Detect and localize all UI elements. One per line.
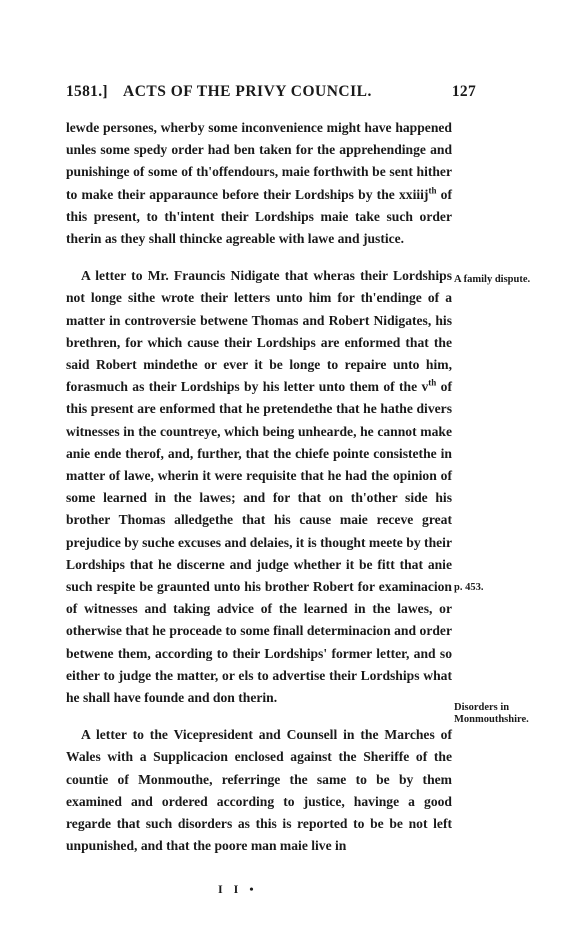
marginal-note-monmouthshire: Disorders in Monmouthshire. xyxy=(454,702,529,725)
running-head xyxy=(66,83,476,109)
header-title: ACTS OF THE PRIVY COUNCIL. xyxy=(123,83,372,100)
text-run: lewde persones, wherby some inconvenience might have happened unles some spedy order had ben taken for the apprehendinge and punishinge of some of th'offendours, maie forthwith be sent hither to make their apparaunce before their Lordships by the xxiiij xyxy=(66,120,452,202)
paragraph-continued xyxy=(66,117,452,250)
superscript: th xyxy=(428,377,437,388)
marginal-note-family-dispute: A family dispute. xyxy=(454,274,531,285)
superscript: th xyxy=(428,185,437,196)
signature-mark: I I • xyxy=(218,882,258,896)
text-run: A letter to Mr. Frauncis Nidigate that wheras their Lordships not longe sithe wrote their letters unto him for th'endinge of a matter in controversie betwene Thomas and Robert Nidigates, his brethren, for which cause their Lordships are enformed that the said Robert mindethe or ever it be longe to repaire unto him, forasmuch as their Lordships by his letter unto them of the v xyxy=(66,268,452,395)
text-run: of this present are enformed that he pretendethe that he hathe divers witnesses in the countreye, which being unhearde, he cannot make anie ende therof, and, further, that the chiefe pointe consistethe in matter of lawe, wherin it were requisite that he had the opinion of some learned in the lawes; and for that on th'other side his brother Thomas alledgethe that his cause maie receve great prejudice by suche excuses and delaies, it is thought meete by their Lordships that he discerne and judge whether it be fitt that anie such respite be graunted unto his brother Robert for examinacion of witnesses and taking advice of the learned in the lawes, or otherwise that he proceade to some finall determinacion and order betwene them, according to their Lordships' former letter, and so either to judge the matter, or els to advertise their Lordships what he shall have founde and don therin. xyxy=(66,379,452,706)
header-year: 1581.] xyxy=(66,83,108,100)
page-number: 127 xyxy=(451,83,476,100)
paragraph-wales-letter xyxy=(66,724,452,857)
body-text xyxy=(66,117,452,858)
paragraph-nidigate-letter xyxy=(66,265,452,709)
text-run: A letter to the Vicepresident and Counsell in the Marches of Wales with a Supplicacion enclosed against the Sheriffe of the countie of Monmouthe, referringe the same to be by them examined and ordered according to justice, havinge a good regarde that such disorders as this is reported to be be not left unpunished, and that the poore man maie live in xyxy=(66,727,452,854)
marginal-note-page-ref: p. 453. xyxy=(454,582,484,593)
text-run: of this present, to th'intent their Lordships maie take such order therin as they shall thincke agreable with lawe and justice. xyxy=(66,186,452,247)
